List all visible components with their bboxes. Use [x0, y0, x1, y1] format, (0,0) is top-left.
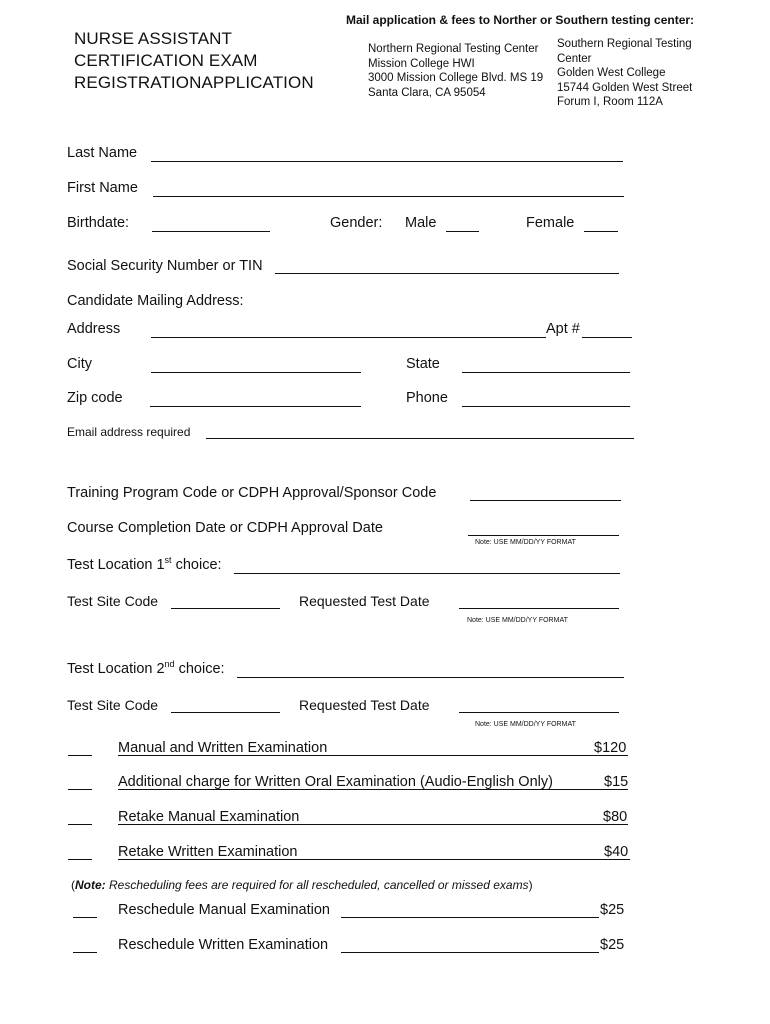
phone-field[interactable]: [462, 406, 630, 407]
test-location-1-prefix: Test Location 1: [67, 557, 165, 573]
exam-fee-leader: [118, 859, 630, 860]
ssn-field[interactable]: [275, 273, 619, 274]
reschedule-note-open: (: [71, 878, 75, 892]
mail-instruction: Mail application & fees to Norther or Southern testing center:: [346, 13, 695, 27]
requested-test-date-1-label: Requested Test Date: [299, 593, 430, 609]
northern-center-line: Santa Clara, CA 95054: [368, 86, 486, 99]
zip-label: Zip code: [67, 390, 123, 406]
exam-fee-price: $120: [594, 740, 627, 756]
program-code-field[interactable]: [470, 500, 621, 501]
reschedule-fee-price: $25: [600, 937, 625, 953]
exam-fee-checkbox-line[interactable]: [68, 824, 92, 825]
northern-center-line: Mission College HWI: [368, 57, 475, 70]
zip-field[interactable]: [150, 406, 361, 407]
exam-fee-label: Additional charge for Written Oral Examination (Audio-English Only): [118, 774, 553, 790]
email-label: Email address required: [67, 425, 191, 439]
state-field[interactable]: [462, 372, 630, 373]
apt-label: Apt #: [546, 321, 580, 337]
southern-center-line: 15744 Golden West Street: [557, 81, 693, 94]
reschedule-fee-label: Reschedule Written Examination: [118, 937, 329, 953]
reschedule-note-text: Rescheduling fees are required for all rescheduled, cancelled or missed exams: [105, 878, 529, 892]
form-title-line-1: NURSE ASSISTANT: [74, 29, 232, 48]
city-field[interactable]: [151, 372, 361, 373]
reschedule-fee-label: Reschedule Manual Examination: [118, 902, 330, 918]
exam-fee-label: Retake Manual Examination: [118, 809, 300, 825]
test-location-2-prefix: Test Location 2: [67, 661, 165, 677]
exam-fee-checkbox-line[interactable]: [68, 789, 92, 790]
requested-test-date-2-field[interactable]: [459, 712, 619, 713]
reschedule-fee-checkbox-line[interactable]: [73, 952, 97, 953]
state-label: State: [406, 356, 440, 372]
test-site-code-2-field[interactable]: [171, 712, 280, 713]
birthdate-label: Birthdate:: [67, 215, 130, 231]
test-location-1-suffix: choice:: [171, 557, 222, 573]
test-location-2-suffix: choice:: [174, 661, 225, 677]
birthdate-field[interactable]: [152, 231, 270, 232]
test-site-code-1-field[interactable]: [171, 608, 280, 609]
form-title-line-2: CERTIFICATION EXAM: [74, 51, 258, 70]
program-code-label: Training Program Code or CDPH Approval/Sponsor Code: [67, 485, 437, 501]
reschedule-fee-blank[interactable]: [341, 952, 599, 953]
ssn-label: Social Security Number or TIN: [67, 258, 263, 274]
date-format-note: Note: USE MM/DD/YY FORMAT: [467, 617, 568, 624]
northern-center-line: Northern Regional Testing Center: [368, 43, 539, 55]
exam-fee-label: Retake Written Examination: [118, 844, 298, 860]
last-name-label: Last Name: [67, 145, 138, 161]
test-location-2-label: [67, 661, 225, 677]
female-label: Female: [526, 215, 575, 231]
form-title: [74, 28, 314, 94]
exam-fee-price: $40: [604, 844, 629, 860]
exam-fee-leader: [118, 755, 628, 756]
northern-center-address: [368, 42, 543, 100]
southern-center-line: Golden West College: [557, 67, 666, 79]
test-location-1-label: [67, 557, 222, 573]
address-field[interactable]: [151, 337, 546, 338]
northern-center-line: 3000 Mission College Blvd. MS 19: [368, 72, 544, 84]
requested-test-date-2-label: Requested Test Date: [299, 697, 430, 713]
exam-fee-label: Manual and Written Examination: [118, 740, 328, 756]
female-checkbox-line[interactable]: [584, 231, 618, 232]
exam-fee-price: $15: [604, 774, 629, 790]
male-label: Male: [405, 215, 437, 231]
exam-fee-price: $80: [603, 809, 628, 825]
test-location-1-field[interactable]: [234, 573, 620, 574]
completion-date-field[interactable]: [468, 535, 619, 536]
email-field[interactable]: [206, 438, 634, 439]
test-location-1-ordinal: st: [164, 555, 172, 566]
address-label: Address: [67, 321, 121, 337]
first-name-label: First Name: [67, 180, 138, 196]
reschedule-note-close: ): [528, 878, 533, 892]
southern-center-line: Center: [557, 52, 592, 65]
mailing-address-heading: Candidate Mailing Address:: [67, 293, 244, 309]
date-format-note: Note: USE MM/DD/YY FORMAT: [475, 539, 576, 546]
exam-fee-checkbox-line[interactable]: [68, 755, 92, 756]
male-checkbox-line[interactable]: [446, 231, 479, 232]
reschedule-fee-price: $25: [600, 902, 625, 918]
reschedule-fee-blank[interactable]: [341, 917, 599, 918]
reschedule-note: [71, 878, 533, 892]
exam-fee-leader: [118, 824, 628, 825]
first-name-field[interactable]: [153, 196, 624, 197]
reschedule-note-bold: Note:: [75, 878, 106, 892]
test-site-code-2-label: Test Site Code: [67, 697, 159, 713]
city-label: City: [67, 356, 92, 372]
test-location-2-ordinal: nd: [164, 659, 175, 670]
exam-fee-checkbox-line[interactable]: [68, 859, 92, 860]
last-name-field[interactable]: [151, 161, 623, 162]
southern-center-line: Southern Regional Testing: [557, 38, 692, 50]
reschedule-fee-checkbox-line[interactable]: [73, 917, 97, 918]
completion-date-label: Course Completion Date or CDPH Approval Date: [67, 520, 383, 536]
gender-label: Gender:: [330, 215, 383, 231]
test-location-2-field[interactable]: [237, 677, 624, 678]
apt-field[interactable]: [582, 337, 632, 338]
requested-test-date-1-field[interactable]: [459, 608, 619, 609]
exam-fee-leader: [118, 789, 628, 790]
date-format-note: Note: USE MM/DD/YY FORMAT: [475, 721, 576, 728]
form-title-line-3: REGISTRATIONAPPLICATION: [74, 73, 314, 92]
southern-center-line: Forum I, Room 112A: [557, 96, 663, 108]
southern-center-address: [557, 37, 692, 110]
test-site-code-1-label: Test Site Code: [67, 593, 159, 609]
phone-label: Phone: [406, 390, 448, 406]
